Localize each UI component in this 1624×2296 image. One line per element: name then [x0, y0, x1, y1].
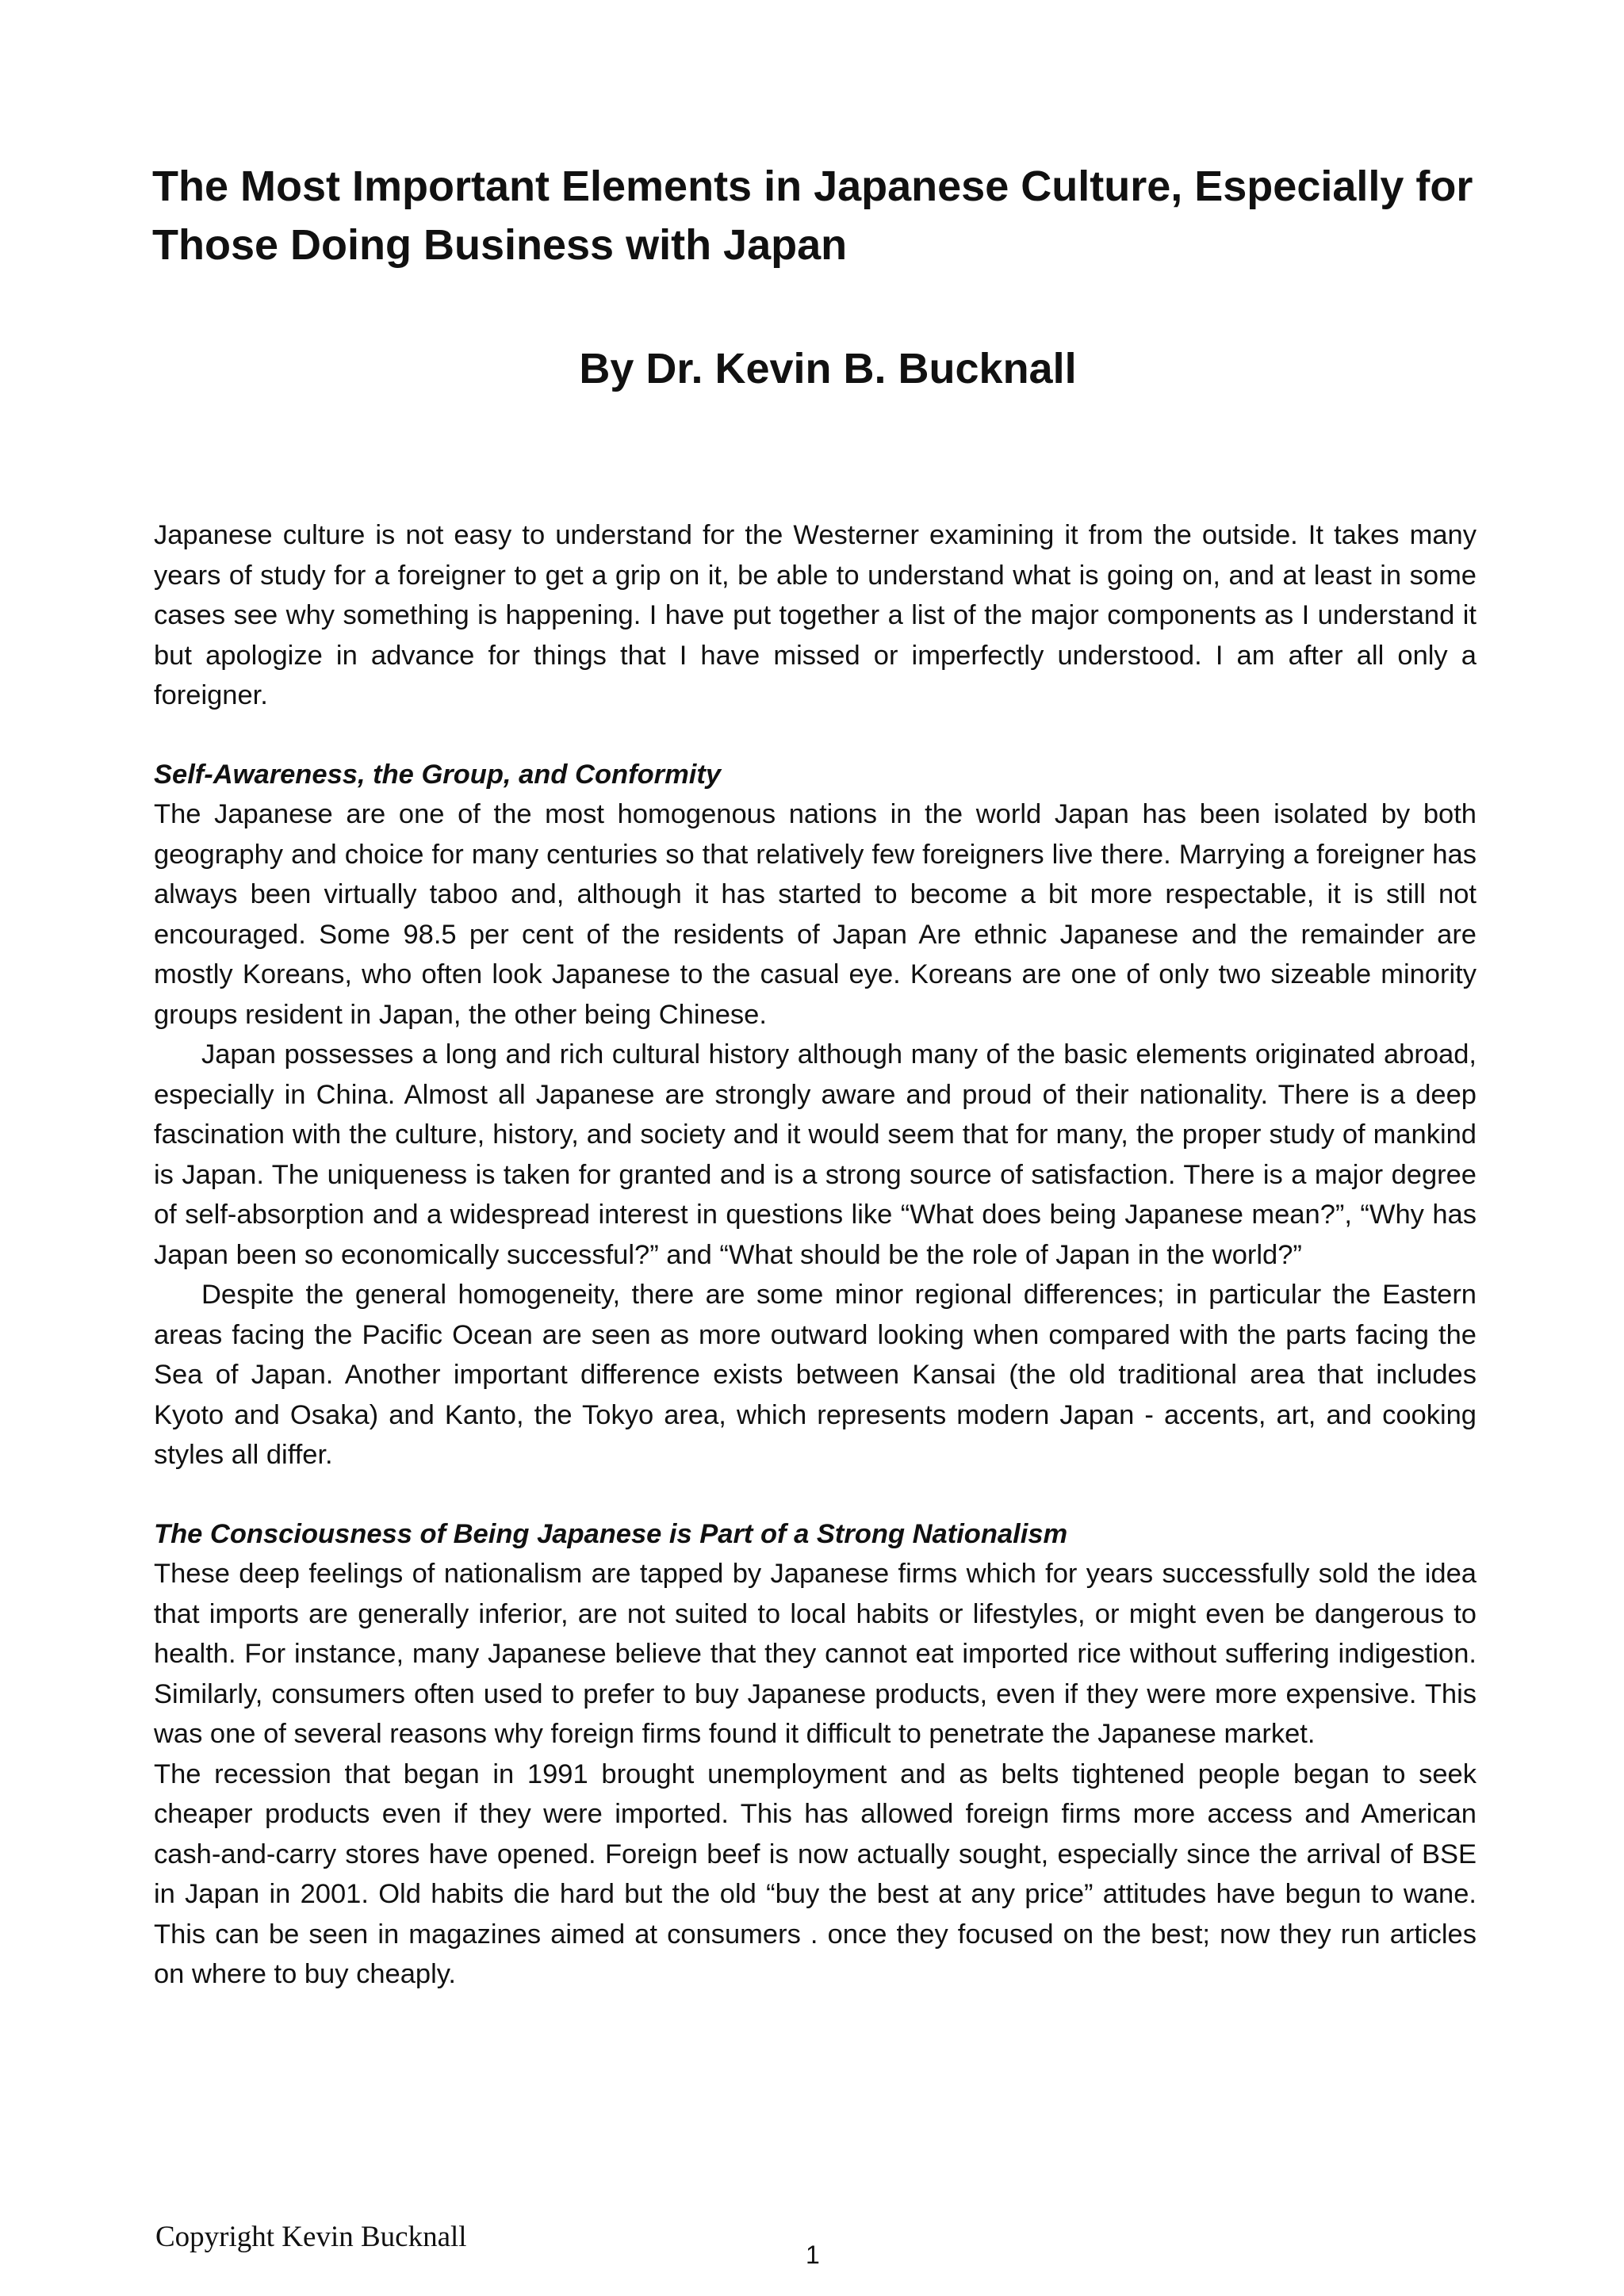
- footer-copyright: Copyright Kevin Bucknall: [155, 2221, 467, 2253]
- section-heading-nationalism: The Consciousness of Being Japanese is Part of a Strong Nationalism: [154, 1518, 1068, 1549]
- document-title: The Most Important Elements in Japanese Culture, Especially for Those Doing Business with Japan: [152, 163, 1473, 269]
- section-heading-self-awareness: Self-Awareness, the Group, and Conformity: [154, 759, 722, 790]
- document-body: [154, 515, 1477, 1995]
- section1-paragraph-3: Despite the general homogeneity, there are some minor regional differences; in particular the Eastern areas facing the Pacific Ocean are seen as more outward looking when compared with the parts facing the Sea of Japan. Another important difference exists between Kansai (the old traditional area that includes Kyoto and Osaka) and Kanto, the Tokyo area, which represents modern Japan - accents, art, and cooking styles all differ.: [154, 1280, 1477, 1470]
- page-number: 1: [806, 2241, 820, 2269]
- section2-paragraph-1: These deep feelings of nationalism are tapped by Japanese firms which for years successfully sold the idea that imports are generally inferior, are not suited to local habits or lifestyles, or might even be dangerous to health. For instance, many Japanese believe that they cannot eat imported rice without suffering indigestion. Similarly, consumers often used to prefer to buy Japanese products, even if they were more expensive. This was one of several reasons why foreign firms found it difficult to penetrate the Japanese market.: [154, 1559, 1477, 1749]
- section2-paragraph-2: The recession that began in 1991 brought unemployment and as belts tightened people began to seek cheaper products even if they were imported. This has allowed foreign firms more access and American cash-and-carry stores have opened. Foreign beef is now actually sought, especially since the arrival of BSE in Japan in 2001. Old habits die hard but the old “buy the best at any price” attitudes have begun to wane. This can be seen in magazines aimed at consumers . once they focused on the best; now they run articles on where to buy cheaply.: [154, 1758, 1477, 1989]
- section1-paragraph-1: The Japanese are one of the most homogenous nations in the world Japan has been isolated by both geography and choice for many centuries so that relatively few foreigners live there. Marrying a foreigner has always been virtually taboo and, although it has started to become a bit more respectable, it is still not encouraged. Some 98.5 per cent of the residents of Japan Are ethnic Japanese and the remainder are mostly Koreans, who often look Japanese to the casual eye. Koreans are one of only two sizeable minority groups resident in Japan, the other being Chinese.: [154, 799, 1477, 1030]
- author-byline: By Dr. Kevin B. Bucknall: [579, 345, 1077, 392]
- section1-paragraph-2: Japan possesses a long and rich cultural history although many of the basic elements originated abroad, especially in China. Almost all Japanese are strongly aware and proud of their nationality. There is a deep fascination with the culture, history, and society and it would seem that for many, the proper study of mankind is Japan. The uniqueness is taken for granted and is a strong source of satisfaction. There is a major degree of self-absorption and a widespread interest in questions like “What does being Japanese mean?”, “Why has Japan been so economically successful?” and “What should be the role of Japan in the world?”: [154, 1039, 1477, 1270]
- intro-paragraph: Japanese culture is not easy to understand for the Westerner examining it from the outside. It takes many years of study for a foreigner to get a grip on it, be able to understand what is going on, and at least in some cases see why something is happening. I have put together a list of the major components as I understand it but apologize in advance for things that I have missed or imperfectly understood. I am after all only a foreigner.: [154, 520, 1477, 710]
